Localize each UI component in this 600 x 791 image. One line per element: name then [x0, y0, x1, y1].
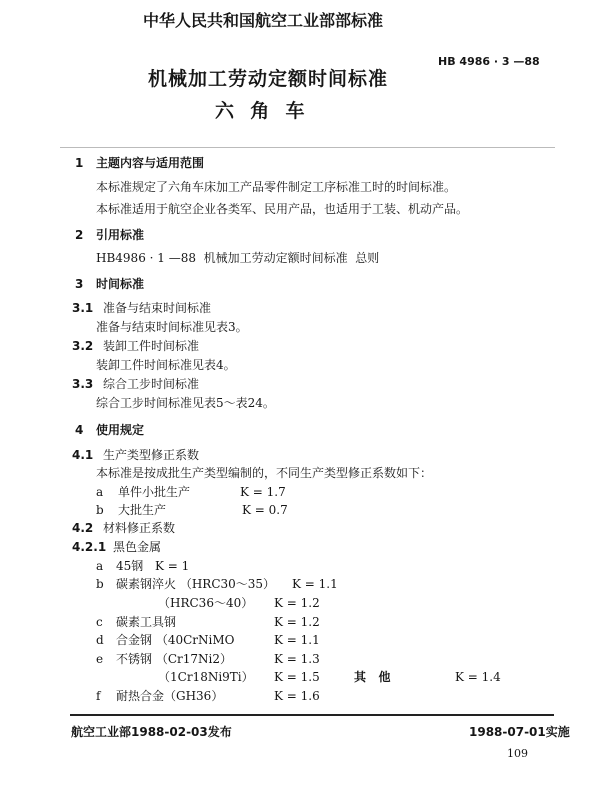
coefficient-value: K = 1.4	[455, 670, 501, 684]
section-3-1-title: 准备与结束时间标准	[103, 301, 212, 315]
coefficient-value: K = 0.7	[242, 503, 288, 517]
section-4-1-number: 4.1	[72, 448, 94, 462]
section-4-2-title: 材料修正系数	[103, 521, 176, 535]
section-4-title: 使用规定	[96, 423, 145, 437]
section-1-number: 1	[75, 156, 84, 170]
footer-divider	[70, 714, 554, 716]
section-4-number: 4	[75, 423, 84, 437]
section-4-1-title: 生产类型修正系数	[103, 448, 200, 462]
coefficient-value: K = 1.3	[274, 652, 320, 666]
section-1-para-2: 本标准适用于航空企业各类军、民用产品，也适用于工装、机动产品。	[96, 202, 469, 216]
coefficient-value: K = 1.5	[274, 670, 320, 684]
material-label: 合金钢 （40CrNiMO	[116, 633, 235, 647]
list-marker: a	[96, 485, 104, 499]
list-marker: e	[96, 652, 104, 666]
section-3-1-text: 准备与结束时间标准见表3。	[96, 320, 248, 334]
list-marker: c	[96, 615, 103, 629]
production-type-label: 单件小批生产	[118, 485, 191, 499]
section-3-number: 3	[75, 277, 84, 291]
list-marker: b	[96, 503, 104, 517]
effective-date: 1988-07-01实施	[469, 725, 570, 739]
section-1-para-1: 本标准规定了六角车床加工产品零件制定工序标准工时的时间标准。	[96, 180, 457, 194]
material-label: 碳素钢淬火 （HRC30～35）	[116, 577, 276, 591]
list-marker: f	[96, 689, 101, 703]
material-label: （HRC36～40）	[158, 596, 254, 610]
coefficient-value: K = 1.1	[274, 633, 320, 647]
document-title: 机械加工劳动定额时间标准	[148, 68, 389, 90]
coefficient-value: K = 1	[155, 559, 190, 573]
material-label: 碳素工具钢	[116, 615, 177, 629]
other-material-label: 其 他	[354, 670, 391, 684]
section-1-title: 主题内容与适用范围	[96, 156, 205, 170]
section-3-title: 时间标准	[96, 277, 145, 291]
material-label: 不锈钢 （Cr17Ni2）	[116, 652, 232, 666]
coefficient-value: K = 1.6	[274, 689, 320, 703]
header-divider	[60, 147, 555, 148]
issuing-org: 中华人民共和国航空工业部部标准	[143, 11, 384, 30]
coefficient-value: K = 1.1	[292, 577, 338, 591]
document-subtitle: 六 角 车	[215, 100, 306, 122]
production-type-label: 大批生产	[118, 503, 167, 517]
section-2-number: 2	[75, 228, 84, 242]
section-3-2-number: 3.2	[72, 339, 94, 353]
list-marker: a	[96, 559, 104, 573]
page-number: 109	[507, 747, 528, 760]
issue-date: 航空工业部1988-02-03发布	[71, 725, 232, 739]
section-3-3-number: 3.3	[72, 377, 94, 391]
section-4-1-text: 本标准是按成批生产类型编制的，不同生产类型修正系数如下：	[96, 466, 433, 480]
section-3-1-number: 3.1	[72, 301, 94, 315]
section-2-title: 引用标准	[96, 228, 145, 242]
coefficient-value: K = 1.2	[274, 596, 320, 610]
list-marker: d	[96, 633, 104, 647]
material-label: 45钢	[116, 559, 144, 573]
material-label: （1Cr18Ni9Ti）	[158, 670, 254, 684]
coefficient-value: K = 1.2	[274, 615, 320, 629]
section-3-2-title: 装卸工件时间标准	[103, 339, 200, 353]
section-3-3-title: 综合工步时间标准	[103, 377, 200, 391]
list-marker: b	[96, 577, 104, 591]
section-4-2-1-title: 黑色金属	[113, 540, 162, 554]
section-3-3-text: 综合工步时间标准见表5～表24。	[96, 396, 275, 410]
section-4-2-number: 4.2	[72, 521, 94, 535]
material-label: 耐热合金（GH36）	[116, 689, 224, 703]
normative-reference: HB4986 · 1 —88 机械加工劳动定额时间标准 总则	[96, 251, 380, 265]
section-4-2-1-number: 4.2.1	[72, 540, 107, 554]
coefficient-value: K = 1.7	[240, 485, 286, 499]
section-3-2-text: 装卸工件时间标准见表4。	[96, 358, 236, 372]
standard-code: HB 4986 · 3 —88	[438, 55, 540, 68]
